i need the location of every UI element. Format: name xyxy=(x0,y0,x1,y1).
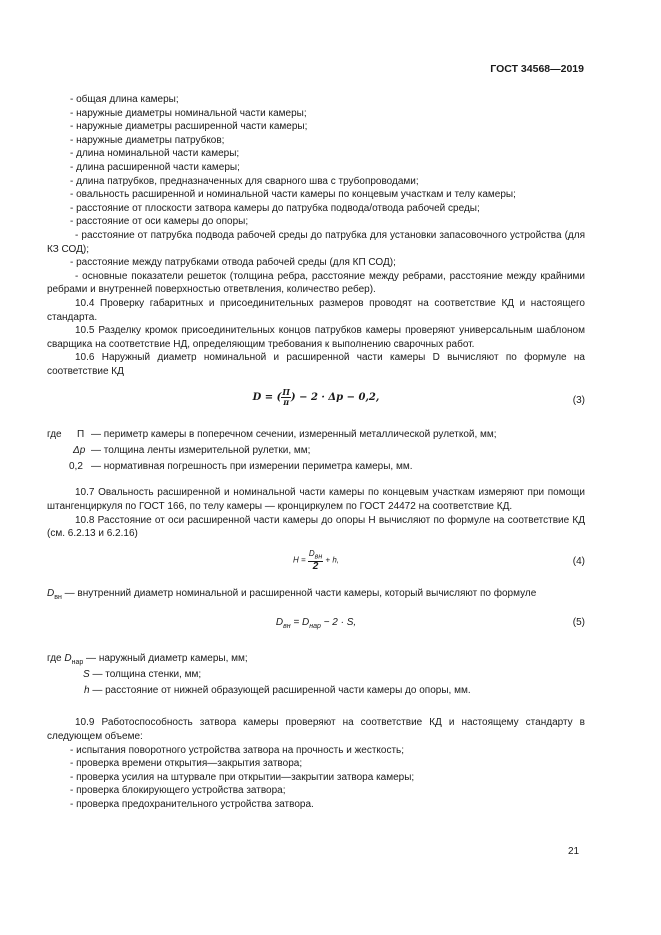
definition-line: Δp — толщина ленты измерительной рулетки, мм; xyxy=(73,445,311,457)
list-item: - расстояние от плоскости затвора камеры до патрубка подвода/отвода рабочей среды; xyxy=(70,202,480,214)
list-item: - наружные диаметры номинальной части камеры; xyxy=(70,107,307,119)
list-item: - общая длина камеры; xyxy=(70,94,179,105)
formula-number: (3) xyxy=(572,395,585,407)
definition-line: h — расстояние от нижней образующей расширенной части камеры до опоры, мм. xyxy=(84,685,471,697)
formula-3 xyxy=(47,386,585,416)
list-item: - испытания поворотного устройства затвора на прочность и жесткость; xyxy=(70,744,405,756)
paragraph-10-7: 10.7 Овальность расширенной и номинальной части камеры по концевым участкам измеряют при помощи штангенциркуля по ГОСТ 166, по телу камеры — кронциркулем по ГОСТ 24472 на соответствие КД. xyxy=(47,487,585,513)
document-body xyxy=(47,93,585,812)
list-item: - проверка предохранительного устройства затвора. xyxy=(70,799,314,810)
fraction: $\frac{П}{\pi}$ xyxy=(282,387,290,408)
list-item: - наружные диаметры расширенной части камеры; xyxy=(70,121,308,133)
formula-5: $D_{вн} = D_{нар} - 2 \cdot S$, (5) xyxy=(275,617,585,631)
formula-3-rhs: ) − 2 · Δp − 0,2, xyxy=(290,392,380,404)
definition-line: где П — периметр камеры в поперечном сечении, измеренный металлической рулеткой, мм; xyxy=(47,429,497,441)
definition-line: 0,2 — нормативная погрешность при измерении периметра камеры, мм. xyxy=(69,461,413,473)
standard-header: ГОСТ 34568—2019 xyxy=(490,63,584,75)
list-item: - проверка блокирующего устройства затвора; xyxy=(70,785,286,797)
definitions-3 xyxy=(47,428,585,476)
paragraph-10-6: 10.6 Наружный диаметр номинальной и расширенной части камеры D вычисляют по формуле на соответствие КД xyxy=(47,352,585,377)
definition-line: где $D_{нар}$ — наружный диаметр камеры, мм; xyxy=(47,653,248,667)
formula-4: H = $\frac{D_{вн}}{2}$ + h, (4) xyxy=(292,548,585,573)
paragraph-dvn: $D_{вн}$ — внутренний диаметр номинальной и расширенной части камеры, который вычисляют по формуле xyxy=(47,587,537,601)
formula-number: (5) xyxy=(572,617,585,629)
list-item: - наружные диаметры патрубков; xyxy=(70,134,225,146)
list-item: - проверка усилия на штурвале при открытии—закрытии затвора камеры; xyxy=(70,771,415,783)
list-item: - длина номинальной части камеры; xyxy=(70,148,240,160)
checklist-1 xyxy=(47,93,585,297)
list-item: - расстояние от оси камеры до опоры; xyxy=(70,216,249,228)
paragraph-10-5: 10.5 Разделку кромок присоединительных концов патрубков камеры проверяют универсальным шаблоном сварщика на соответствие НД, определяющим требования к выполнению сварочных работ. xyxy=(47,325,585,350)
list-item: - длина патрубков, предназначенных для сварного шва с трубопроводами; xyxy=(70,175,419,187)
formula-number: (4) xyxy=(572,555,585,567)
paragraph-10-4: 10.4 Проверку габаритных и присоединительных размеров проводят на соответствие КД и настоящего стандарта. xyxy=(47,297,585,323)
definitions-5 xyxy=(47,652,585,700)
paragraph-10-8: 10.8 Расстояние от оси расширенной части камеры до опоры H вычисляют по формуле на соответствие КД (см. 6.2.13 и 6.2.16) xyxy=(47,514,585,540)
list-item: - овальность расширенной и номинальной части камеры по концевым участкам и телу камеры; xyxy=(70,189,516,201)
list-item: - основные показатели решеток (толщина ребра, расстояние между ребрами, расстояние между крайними ребрами и внутренней поверхностью ответвления, количество ребер). xyxy=(47,270,586,296)
list-item: - расстояние между патрубками отвода рабочей среды (для КП СОД); xyxy=(70,257,396,269)
formula-3-lhs: D = ( xyxy=(252,392,282,404)
list-item: - расстояние от патрубка подвода рабочей среды до патрубка для установки запасовочного устройства (для КЗ СОД); xyxy=(47,229,586,255)
list-item: - проверка времени открытия—закрытия затвора; xyxy=(70,758,303,770)
definition-line: S — толщина стенки, мм; xyxy=(83,669,202,681)
paragraph-10-9: 10.9 Работоспособность затвора камеры проверяют на соответствие КД и настоящему стандарту в следующем объеме: xyxy=(47,717,585,743)
page-number: 21 xyxy=(568,846,580,857)
checklist-2 xyxy=(47,744,585,812)
list-item: - длина расширенной части камеры; xyxy=(70,161,240,173)
fraction: $\frac{D_{вн}}{2}$ xyxy=(308,548,323,573)
